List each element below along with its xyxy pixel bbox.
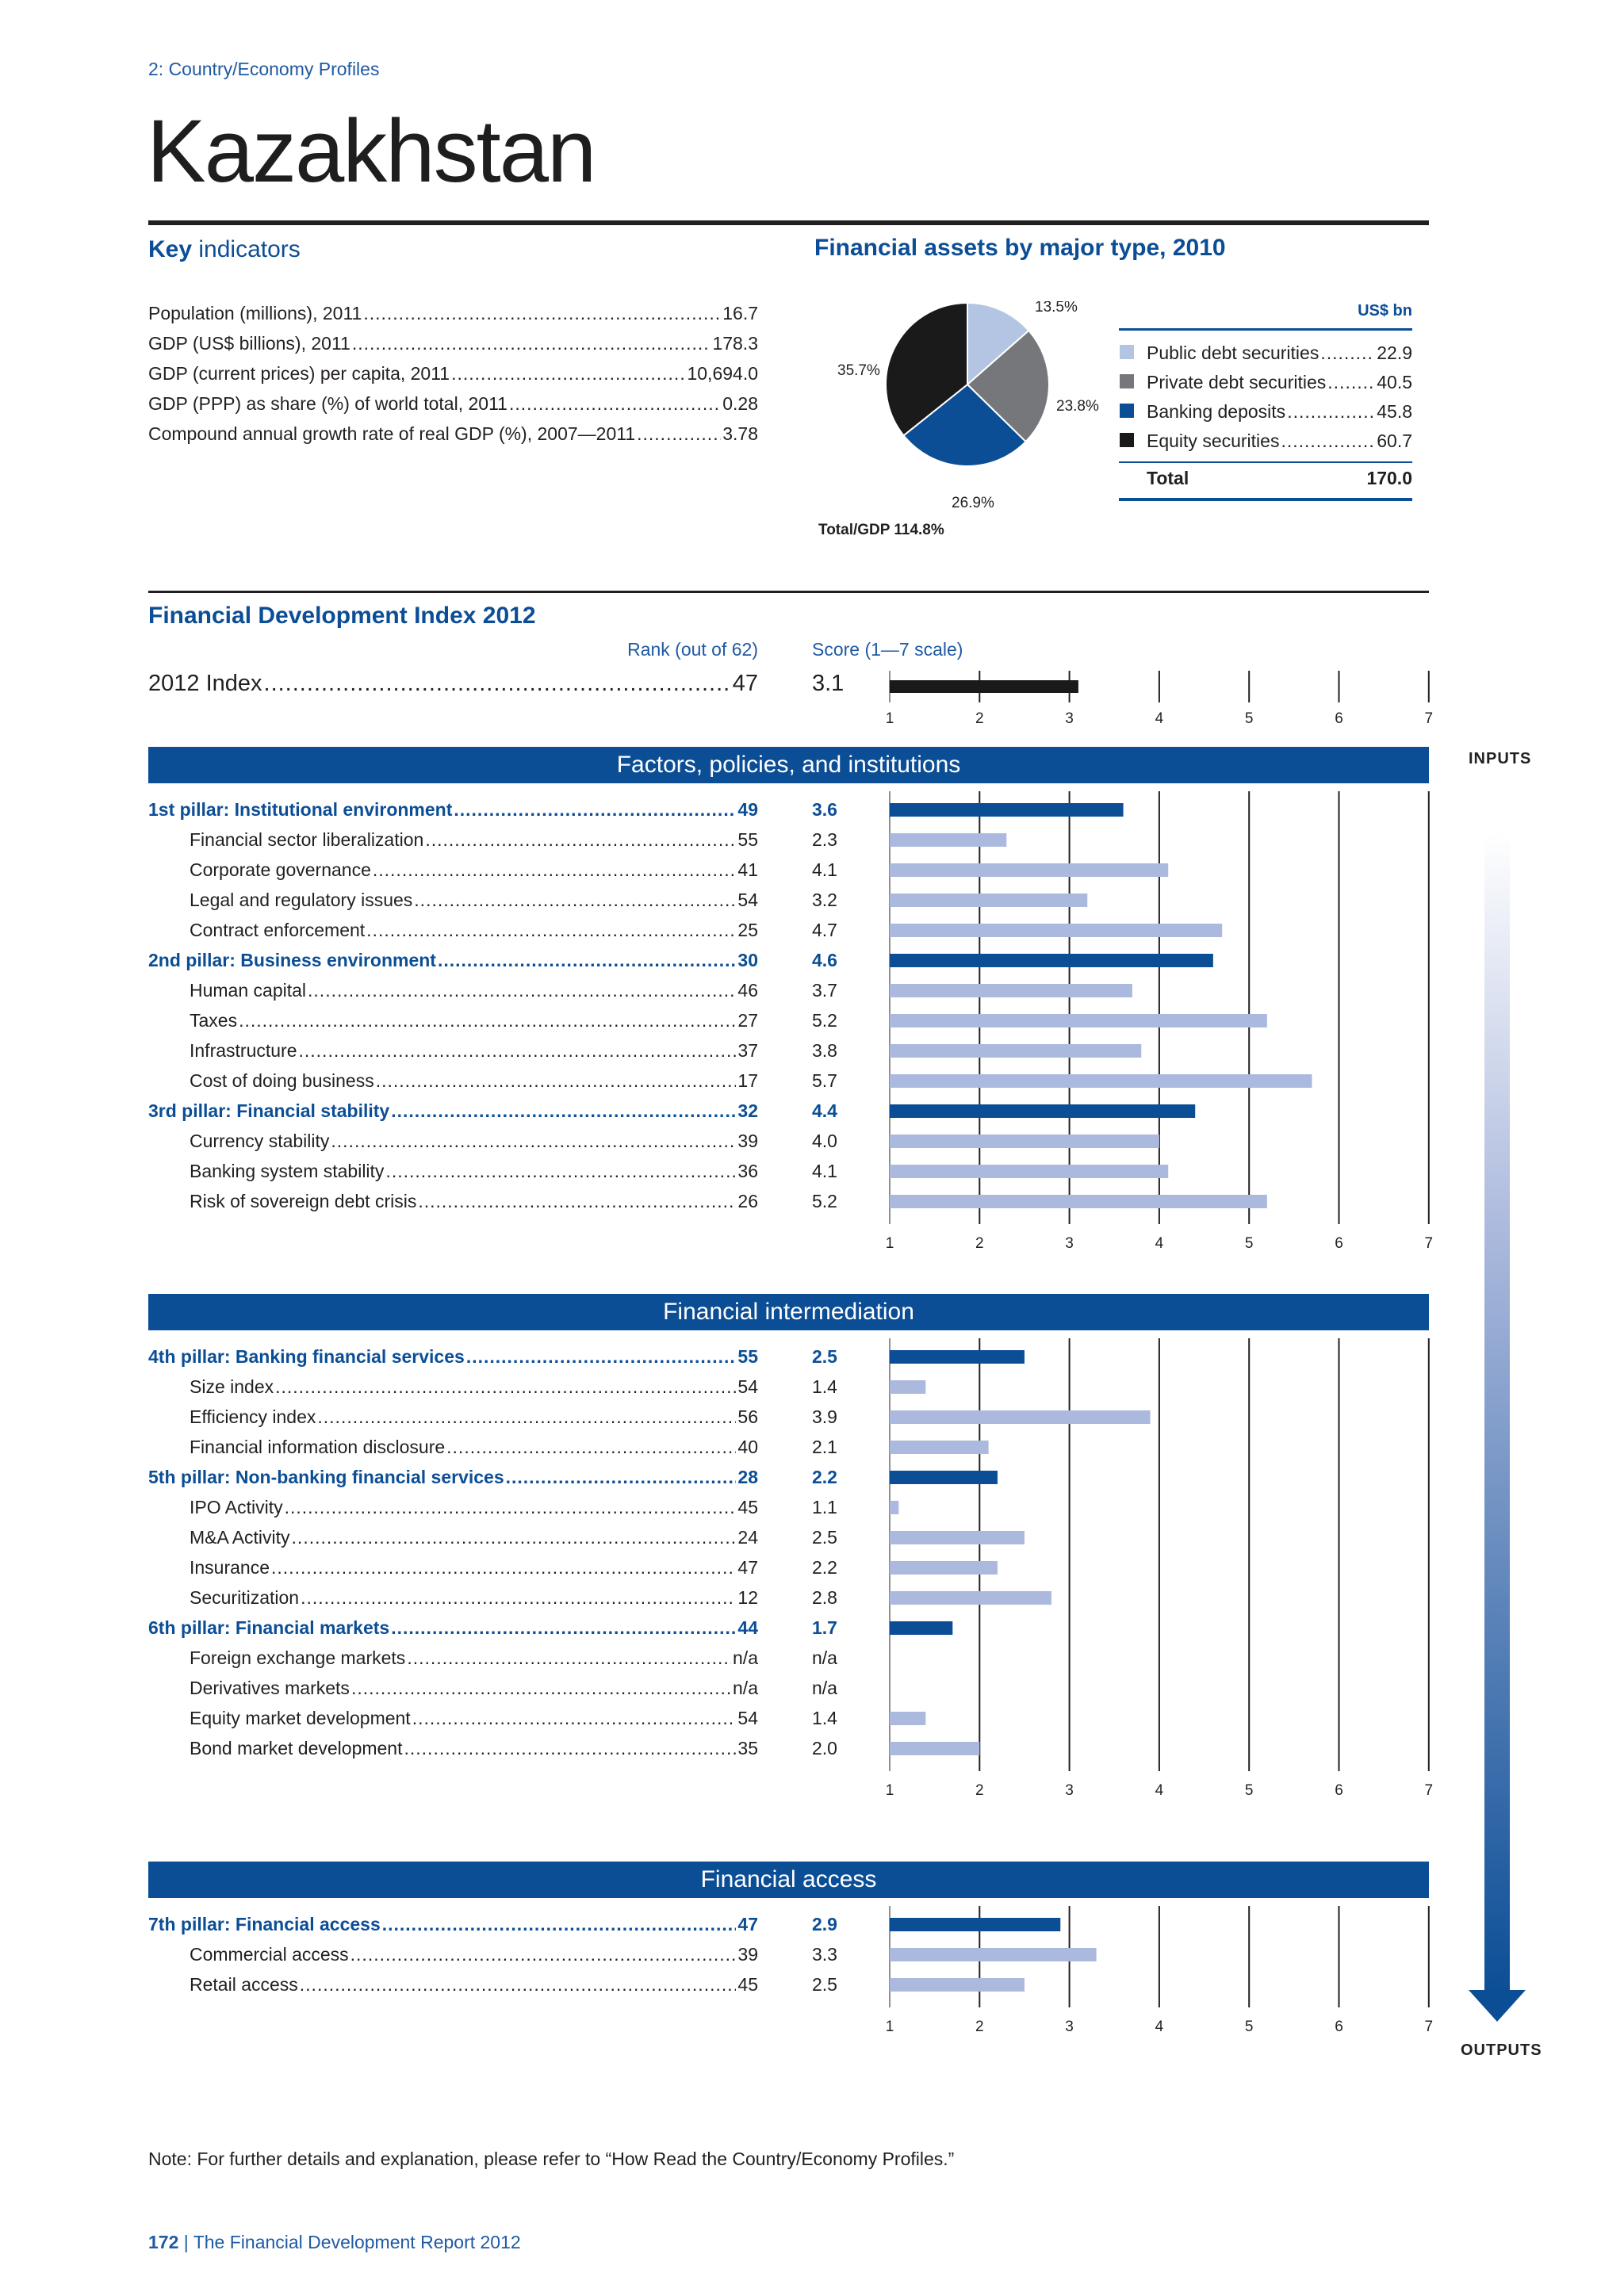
- score-value: 4.1: [812, 859, 837, 880]
- indicator-bar: [890, 1074, 1312, 1088]
- indicator-row: [190, 1131, 758, 1152]
- axis-tick-label: 7: [1424, 1235, 1434, 1252]
- indicator-bar: [890, 1195, 1267, 1208]
- indicator-row-label: Retail access: [190, 1974, 298, 1995]
- section-banner: Financial intermediation: [148, 1294, 1429, 1330]
- indicator-row: [190, 1040, 758, 1062]
- indicator-row: [190, 1191, 758, 1212]
- assets-total-value: 170.0: [1366, 468, 1412, 488]
- key-indicator-row-label: GDP (current prices) per capita, 2011: [148, 363, 450, 384]
- pillar-row-value: 55: [737, 1346, 758, 1367]
- indicator-row-label: Corporate governance: [190, 859, 371, 880]
- pillar-bar: [890, 1621, 952, 1635]
- indicator-bar: [890, 1742, 979, 1755]
- pillar-bar: [890, 1471, 998, 1484]
- pillar-row-label: 5th pillar: Non-banking financial services: [148, 1467, 504, 1487]
- key-indicator-row-label: Compound annual growth rate of real GDP (%), 2007—2011: [148, 423, 636, 444]
- indicator-row: [190, 859, 758, 881]
- indicator-row-label: Bond market development: [190, 1738, 403, 1758]
- indicator-row-value: 17: [737, 1070, 758, 1091]
- pillar-bar: [890, 1918, 1060, 1931]
- outputs-label: OUTPUTS: [1461, 2042, 1542, 2059]
- score-value: 5.2: [812, 1010, 837, 1031]
- score-value: 5.7: [812, 1070, 837, 1091]
- score-value: 2.5: [812, 1527, 837, 1548]
- indicator-bar: [890, 1165, 1168, 1178]
- footer-separator: |: [183, 2232, 193, 2252]
- indicator-row-value: 46: [737, 980, 758, 1001]
- pillar-row-value: 32: [737, 1100, 758, 1121]
- footer-note: Note: For further details and explanation, please refer to “How Read the Country/Economy Profiles.”: [148, 2149, 955, 2169]
- indicator-row: [190, 1497, 758, 1518]
- score-value: 2.8: [812, 1587, 837, 1608]
- section-label: 2: Country/Economy Profiles: [148, 59, 380, 79]
- indicator-row-value: 55: [737, 829, 758, 850]
- score-value: 5.2: [812, 1191, 837, 1211]
- axis-tick-label: 1: [885, 1782, 894, 1799]
- indicator-row-label: IPO Activity: [190, 1497, 283, 1517]
- page-number: 172: [148, 2232, 179, 2252]
- pillar-row: [148, 799, 758, 821]
- indicator-row-value: 27: [737, 1010, 758, 1031]
- pillar-row: [148, 1100, 758, 1122]
- indicator-row-value: 39: [737, 1944, 758, 1965]
- indicator-row-label: Insurance: [190, 1557, 270, 1578]
- pillar-row-label: 1st pillar: Institutional environment: [148, 799, 453, 820]
- indicator-bar: [890, 1712, 925, 1725]
- pillar-bar: [890, 1350, 1025, 1364]
- score-value: 2.2: [812, 1467, 837, 1487]
- indicator-bar: [890, 1380, 925, 1394]
- pillar-row-value: 47: [737, 1914, 758, 1934]
- score-value: 2.5: [812, 1974, 837, 1995]
- indicator-row-label: Securitization: [190, 1587, 300, 1608]
- indicator-bar: [890, 1410, 1151, 1424]
- indicator-row: [190, 890, 758, 911]
- axis-tick-label: 5: [1244, 1235, 1254, 1252]
- indicator-row-label: Currency stability: [190, 1131, 330, 1151]
- section-banner: Financial access: [148, 1862, 1429, 1898]
- legend-row-value: 45.8: [1377, 401, 1412, 422]
- indicator-bar: [890, 833, 1006, 847]
- key-indicators-title-a: Key: [148, 236, 193, 262]
- footer: [148, 2232, 521, 2253]
- legend-row-label: Public debt securities: [1147, 342, 1320, 363]
- score-value: 3.9: [812, 1406, 837, 1427]
- pie-label: 35.7%: [837, 362, 880, 379]
- indicator-row: [190, 1376, 758, 1398]
- axis-tick-label: 6: [1335, 710, 1343, 727]
- axis-tick-label: 1: [885, 1235, 894, 1252]
- inputs-outputs-arrow: [1465, 832, 1529, 2030]
- indicator-row-value: 54: [737, 890, 758, 910]
- score-value: 3.3: [812, 1944, 837, 1965]
- pillar-row-label: 4th pillar: Banking financial services: [148, 1346, 465, 1367]
- score-value: 4.4: [812, 1100, 837, 1121]
- score-value: n/a: [812, 1647, 837, 1668]
- indicator-bar: [890, 1044, 1141, 1058]
- indicator-row: [190, 1587, 758, 1609]
- score-value: 1.4: [812, 1708, 837, 1728]
- indicator-row-value: n/a: [733, 1647, 758, 1668]
- indicator-bar: [890, 894, 1087, 907]
- pillar-row-value: 30: [737, 950, 758, 970]
- indicator-row-value: 35: [737, 1738, 758, 1758]
- indicator-bar: [890, 1135, 1159, 1148]
- indicator-row: [190, 1944, 758, 1965]
- axis-tick-label: 3: [1065, 2019, 1074, 2035]
- axis-tick-label: 2: [975, 1782, 984, 1799]
- index-bar: [890, 680, 1078, 693]
- pillar-row-value: 44: [737, 1617, 758, 1638]
- total-gdp-label: Total/GDP 114.8%: [818, 522, 944, 538]
- indicator-row: [190, 1010, 758, 1031]
- score-value: 4.1: [812, 1161, 837, 1181]
- indicator-row: [190, 1527, 758, 1548]
- indicator-row: [190, 920, 758, 941]
- axis-tick-label: 1: [885, 710, 894, 727]
- score-value: 2.0: [812, 1738, 837, 1758]
- page-title: Kazakhstan: [147, 101, 596, 201]
- indicator-row-label: Financial sector liberalization: [190, 829, 424, 850]
- assets-title: Financial assets by major type, 2010: [814, 235, 1226, 261]
- section-banner: Factors, policies, and institutions: [148, 747, 1429, 783]
- indicator-row-label: Human capital: [190, 980, 307, 1001]
- indicator-row: [190, 1406, 758, 1428]
- indicator-bar: [890, 1948, 1097, 1961]
- key-indicator-row-label: GDP (US$ billions), 2011: [148, 333, 350, 354]
- indicator-row-label: M&A Activity: [190, 1527, 290, 1548]
- indicator-row-value: n/a: [733, 1678, 758, 1698]
- axis-tick-label: 7: [1424, 1782, 1434, 1799]
- axis-tick-label: 2: [975, 1235, 984, 1252]
- pillar-row-label: 6th pillar: Financial markets: [148, 1617, 390, 1638]
- indicator-bar: [890, 1014, 1267, 1027]
- indicator-row: [190, 1974, 758, 1996]
- indicator-row-label: Cost of doing business: [190, 1070, 374, 1091]
- key-indicator-row-label: Population (millions), 2011: [148, 303, 362, 323]
- pie-label: 13.5%: [1035, 301, 1078, 316]
- indicator-row: [190, 1161, 758, 1182]
- axis-tick-label: 6: [1335, 1782, 1343, 1799]
- indicator-bar: [890, 1441, 989, 1454]
- indicator-row: [190, 1070, 758, 1092]
- assets-unit: US$ bn: [1358, 302, 1412, 320]
- index-label: 2012 Index: [148, 671, 262, 696]
- score-value: 3.6: [812, 799, 837, 820]
- score-value: 2.3: [812, 829, 837, 850]
- axis-tick-label: 3: [1065, 1782, 1074, 1799]
- indicator-row-value: 45: [737, 1974, 758, 1995]
- legend-row-value: 22.9: [1377, 342, 1412, 363]
- indicator-row-value: 39: [737, 1131, 758, 1151]
- indicator-row: [190, 829, 758, 851]
- key-indicator-row-value: 0.28: [722, 393, 758, 414]
- axis-tick-label: 4: [1155, 2019, 1164, 2035]
- axis-tick-label: 2: [975, 2019, 984, 2035]
- inputs-label: INPUTS: [1469, 750, 1532, 767]
- axis-tick-label: 6: [1335, 1235, 1343, 1252]
- axis-tick-label: 5: [1244, 710, 1254, 727]
- pillar-row-value: 28: [737, 1467, 758, 1487]
- axis-tick-label: 4: [1155, 1235, 1164, 1252]
- key-indicator-row-value: 16.7: [722, 303, 758, 323]
- score-value: 1.1: [812, 1497, 837, 1517]
- indicator-row-label: Taxes: [190, 1010, 238, 1031]
- indicator-row-value: 12: [737, 1587, 758, 1608]
- axis-tick-label: 6: [1335, 2019, 1343, 2035]
- indicator-row-label: Commercial access: [190, 1944, 349, 1965]
- indicator-row-value: 41: [737, 859, 758, 880]
- pillar-row: [148, 1346, 758, 1368]
- indicator-row-label: Legal and regulatory issues: [190, 890, 413, 910]
- indicator-row-label: Banking system stability: [190, 1161, 385, 1181]
- score-value: 2.9: [812, 1914, 837, 1934]
- score-header: Score (1—7 scale): [812, 639, 963, 660]
- indicator-row: [190, 1647, 758, 1669]
- indicator-row: [190, 1738, 758, 1759]
- rank-header: Rank (out of 62): [627, 639, 758, 660]
- indicator-row-value: 36: [737, 1161, 758, 1181]
- score-value: 1.4: [812, 1376, 837, 1397]
- score-value: 1.7: [812, 1617, 837, 1638]
- indicator-row-label: Efficiency index: [190, 1406, 316, 1427]
- score-value: 4.0: [812, 1131, 837, 1151]
- fdi-title: Financial Development Index 2012: [148, 603, 536, 629]
- legend-row-label: Equity securities: [1147, 430, 1280, 451]
- axis-tick-label: 3: [1065, 1235, 1074, 1252]
- indicator-row-value: 47: [737, 1557, 758, 1578]
- pillar-bar: [890, 1104, 1195, 1118]
- key-indicators-title-b: indicators: [198, 236, 301, 262]
- legend-row-label: Banking deposits: [1147, 401, 1286, 422]
- legend-row-label: Private debt securities: [1147, 372, 1327, 392]
- indicator-row: [190, 1437, 758, 1458]
- indicator-bar: [890, 1561, 998, 1575]
- pillar-row-label: 3rd pillar: Financial stability: [148, 1100, 390, 1121]
- axis-tick-label: 4: [1155, 710, 1164, 727]
- pillar-bar: [890, 954, 1213, 967]
- indicator-bar: [890, 1531, 1025, 1544]
- score-value: 3.8: [812, 1040, 837, 1061]
- indicator-row: [190, 980, 758, 1001]
- indicator-row-label: Derivatives markets: [190, 1678, 350, 1698]
- indicator-row: [190, 1708, 758, 1729]
- key-indicator-row-label: GDP (PPP) as share (%) of world total, 2011: [148, 393, 508, 414]
- indicator-row-label: Infrastructure: [190, 1040, 297, 1061]
- pillar-row-value: 49: [737, 799, 758, 820]
- index-score: 3.1: [812, 671, 845, 696]
- axis-tick-label: 2: [975, 710, 984, 727]
- indicator-row-value: 54: [737, 1708, 758, 1728]
- indicator-bar: [890, 924, 1222, 937]
- indicator-row: [190, 1678, 758, 1699]
- pillar-row: [148, 1914, 758, 1935]
- axis-tick-label: 1: [885, 2019, 894, 2035]
- indicator-row-label: Contract enforcement: [190, 920, 366, 940]
- pillar-row-label: 7th pillar: Financial access: [148, 1914, 381, 1934]
- pillar-row: [148, 950, 758, 971]
- score-value: 3.2: [812, 890, 837, 910]
- axis-tick-label: 7: [1424, 2019, 1434, 2035]
- pillar-row-label: 2nd pillar: Business environment: [148, 950, 436, 970]
- index-rank: 47: [732, 671, 758, 696]
- pie-label: 23.8%: [1056, 398, 1099, 415]
- indicator-row-value: 24: [737, 1527, 758, 1548]
- indicator-bar: [890, 1591, 1051, 1605]
- indicator-row-value: 25: [737, 920, 758, 940]
- indicator-row-value: 54: [737, 1376, 758, 1397]
- score-value: 4.7: [812, 920, 837, 940]
- axis-tick-label: 5: [1244, 2019, 1254, 2035]
- pie-label: 26.9%: [952, 495, 994, 511]
- legend-row-value: 40.5: [1377, 372, 1412, 392]
- axis-tick-label: 7: [1424, 710, 1434, 727]
- indicator-row-label: Size index: [190, 1376, 274, 1397]
- axis-tick-label: 4: [1155, 1782, 1164, 1799]
- indicator-bar: [890, 1978, 1025, 1992]
- indicator-row-label: Foreign exchange markets: [190, 1647, 406, 1668]
- indicator-row-label: Risk of sovereign debt crisis: [190, 1191, 417, 1211]
- assets-total-label: Total: [1147, 468, 1189, 488]
- pillar-row: [148, 1467, 758, 1488]
- indicator-row-value: 45: [737, 1497, 758, 1517]
- indicator-row-value: 37: [737, 1040, 758, 1061]
- indicator-row-value: 26: [737, 1191, 758, 1211]
- indicator-row: [190, 1557, 758, 1578]
- score-value: 3.7: [812, 980, 837, 1001]
- score-value: n/a: [812, 1678, 837, 1698]
- score-value: 4.6: [812, 950, 837, 970]
- score-value: 2.2: [812, 1557, 837, 1578]
- indicator-row-value: 56: [737, 1406, 758, 1427]
- indicator-row-label: Financial information disclosure: [190, 1437, 446, 1457]
- axis-tick-label: 5: [1244, 1782, 1254, 1799]
- pillar-row: [148, 1617, 758, 1639]
- indicator-bar: [890, 984, 1132, 997]
- score-value: 2.5: [812, 1346, 837, 1367]
- key-indicator-row-value: 178.3: [712, 333, 758, 354]
- key-indicator-row-value: 10,694.0: [687, 363, 758, 384]
- indicator-row-label: Equity market development: [190, 1708, 411, 1728]
- indicator-bar: [890, 1501, 898, 1514]
- pillar-bar: [890, 803, 1124, 817]
- report-title: The Financial Development Report 2012: [193, 2232, 521, 2252]
- indicator-row-value: 40: [737, 1437, 758, 1457]
- score-value: 2.1: [812, 1437, 837, 1457]
- indicator-bar: [890, 863, 1168, 877]
- key-indicator-row-value: 3.78: [722, 423, 758, 444]
- legend-row-value: 60.7: [1377, 430, 1412, 451]
- axis-tick-label: 3: [1065, 710, 1074, 727]
